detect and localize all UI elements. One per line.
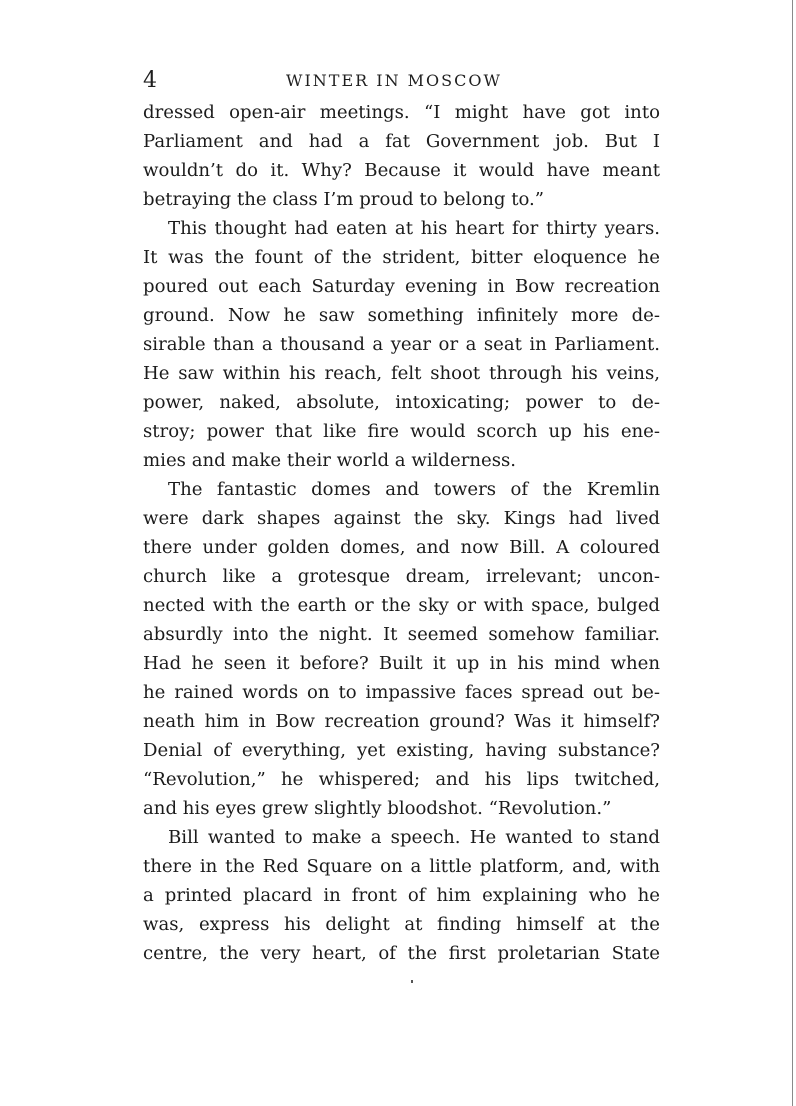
text-line: betraying the class I’m proud to belong to.” <box>143 189 545 210</box>
text-line: church like a grotesque dream, irrelevant; uncon- <box>143 566 660 587</box>
text-line: Parliament and had a fat Government job. But I <box>143 131 660 152</box>
text-line: centre, the very heart, of the first proletarian State <box>143 943 660 964</box>
text-line: sirable than a thousand a year or a seat in Parliament. <box>143 334 660 355</box>
text-line: ground. Now he saw something infinitely more de- <box>143 305 660 326</box>
text-line: “Revolution,” he whispered; and his lips twitched, <box>143 769 660 790</box>
text-line: Had he seen it before? Built it up in his mind when <box>143 653 660 674</box>
text-line: He saw within his reach, felt shoot through his veins, <box>143 363 660 384</box>
text-line: power, naked, absolute, intoxicating; power to de- <box>143 392 660 413</box>
text-line: wouldn’t do it. Why? Because it would have meant <box>143 160 660 181</box>
text-line: dressed open-air meetings. “I might have got into <box>143 102 660 123</box>
text-line: The fantastic domes and towers of the Kremlin <box>168 479 660 500</box>
running-title: WINTER IN MOSCOW <box>286 71 502 90</box>
text-line: Denial of everything, yet existing, having substance? <box>143 740 660 761</box>
text-line: mies and make their world a wilderness. <box>143 450 517 471</box>
text-line: he rained words on to impassive faces spread out be- <box>143 682 660 703</box>
page-number: 4 <box>143 68 157 93</box>
text-line: It was the fount of the strident, bitter eloquence he <box>143 247 660 268</box>
printer-mark <box>411 980 413 983</box>
text-line: nected with the earth or the sky or with space, bulged <box>143 595 660 616</box>
text-line: was, express his delight at finding himself at the <box>143 914 660 935</box>
text-line: poured out each Saturday evening in Bow recreation <box>143 276 660 297</box>
text-line: Bill wanted to make a speech. He wanted to stand <box>168 827 660 848</box>
text-line: were dark shapes against the sky. Kings had lived <box>143 508 660 529</box>
running-head <box>143 66 660 96</box>
text-line: absurdly into the night. It seemed somehow familiar. <box>143 624 660 645</box>
text-line: there in the Red Square on a little platform, and, with <box>143 856 660 877</box>
text-line: stroy; power that like fire would scorch up his ene- <box>143 421 660 442</box>
text-line: and his eyes grew slightly bloodshot. “Revolution.” <box>143 798 612 819</box>
page-edge-line <box>792 0 793 1106</box>
body-text <box>143 98 660 968</box>
text-line: neath him in Bow recreation ground? Was it himself? <box>143 711 660 732</box>
text-line: a printed placard in front of him explaining who he <box>143 885 660 906</box>
text-line: This thought had eaten at his heart for thirty years. <box>168 218 660 239</box>
text-line: there under golden domes, and now Bill. A coloured <box>143 537 660 558</box>
